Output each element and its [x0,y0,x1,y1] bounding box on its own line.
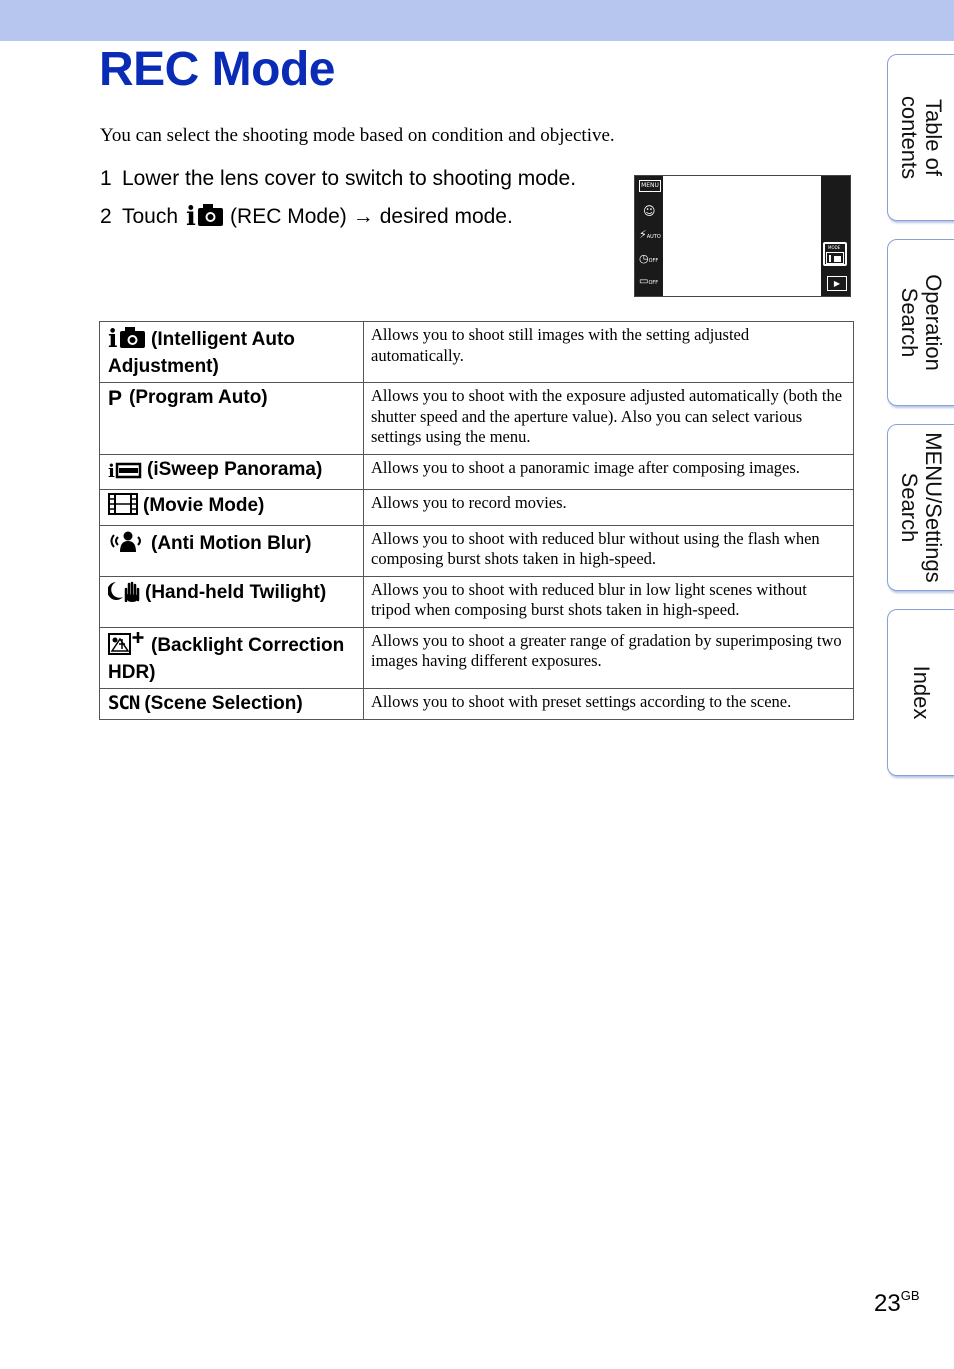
camera-screen-illustration [634,175,851,297]
mode-name: (Hand-held Twilight) [145,581,327,603]
svg-text:P: P [108,387,123,407]
rec-mode-button-icon: MODE [823,242,847,266]
step-text-end: desired mode. [379,205,513,228]
mode-description: Allows you to shoot with preset settings according to the scene. [364,688,854,719]
tab-index[interactable] [887,609,954,776]
step-text: Touch [122,205,179,228]
tab-label-line2: contents [897,95,922,180]
mode-cell [100,322,364,383]
table-row [100,489,854,525]
movie-mode-icon [108,493,138,521]
tab-label: Operation [921,274,946,371]
arrow-icon: → [352,205,374,228]
mode-cell [100,688,364,719]
mode-name: (Movie Mode) [143,494,265,516]
intelligent-auto-icon [108,325,146,355]
step-1 [100,167,576,191]
program-auto-icon [108,387,124,413]
tab-label-line2: Search [897,287,922,358]
screen-right-bar [821,176,850,296]
mode-cell [100,627,364,688]
tab-operation-search[interactable] [887,239,954,406]
mode-description: Allows you to record movies. [364,489,854,525]
tab-label-line2: Search [897,472,922,543]
sweep-panorama-icon [108,459,142,485]
table-row [100,383,854,455]
mode-cell [100,489,364,525]
tab-label: MENU/Settings [921,432,946,583]
tab-table-of-contents[interactable] [887,54,954,221]
tab-menu-settings-search[interactable] [887,424,954,591]
tab-label: Index [909,665,934,720]
mode-description: Allows you to shoot with the exposure adjusted automatically (both the shutter speed and the aperture value). Also you can select various settings using the menu. [364,383,854,455]
table-row [100,688,854,719]
scene-selection-icon: SCN [108,691,140,714]
rec-mode-icon [186,201,224,233]
mode-name: (iSweep Panorama) [147,458,323,480]
mode-description: Allows you to shoot a panoramic image after composing images. [364,454,854,489]
tab-label: Table of [921,98,946,177]
step-number: 2 [100,205,112,228]
playback-icon: ▶ [827,276,847,291]
mode-table [99,321,854,720]
page-title: REC Mode [99,43,335,96]
table-row [100,322,854,383]
anti-motion-blur-icon [108,529,146,559]
mode-description: Allows you to shoot a greater range of gradation by superimposing two images having different exposures. [364,627,854,688]
self-timer-icon: ◷OFF [639,252,659,265]
mode-name: (Anti Motion Blur) [151,532,312,554]
step-2 [100,201,513,233]
smile-icon: ☺ [643,204,656,218]
table-row [100,627,854,688]
table-row [100,454,854,489]
mode-name: (Intelligent Auto Adjustment) [108,329,295,377]
svg-text:i: i [108,460,115,479]
mode-description: Allows you to shoot with reduced blur in low light scenes without tripod when composing burst shots taken in high-speed. [364,576,854,627]
step-text: Lower the lens cover to switch to shooting mode. [122,167,577,190]
page-suffix: GB [900,1288,920,1303]
mode-cell [100,576,364,627]
mode-name: (Program Auto) [129,387,268,408]
mode-name: (Scene Selection) [144,692,303,714]
svg-text:i: i [108,325,118,349]
mode-cell [100,454,364,489]
header-band [0,0,954,41]
svg-text:i: i [186,202,196,227]
mode-cell [100,525,364,576]
rec-mode-label: (REC Mode) [230,205,347,228]
mode-cell [100,383,364,455]
mode-name: (Backlight Correction HDR) [108,634,345,683]
menu-icon: MENU [639,180,661,192]
page-number-value: 23 [874,1290,901,1317]
table-row [100,576,854,627]
page-number [874,1288,920,1318]
mode-description: Allows you to shoot with reduced blur without using the flash when composing burst shots taken in high-speed. [364,525,854,576]
table-row [100,525,854,576]
hand-held-twilight-icon [108,580,140,608]
flash-icon: ⚡AUTO [639,228,661,241]
backlight-hdr-icon [108,631,146,661]
intro-text: You can select the shooting mode based on condition and objective. [100,125,615,146]
screen-left-bar [635,176,663,296]
mode-description: Allows you to shoot still images with the setting adjusted automatically. [364,322,854,383]
smile-shutter-icon: ▭OFF [639,276,659,287]
step-number: 1 [100,167,112,190]
